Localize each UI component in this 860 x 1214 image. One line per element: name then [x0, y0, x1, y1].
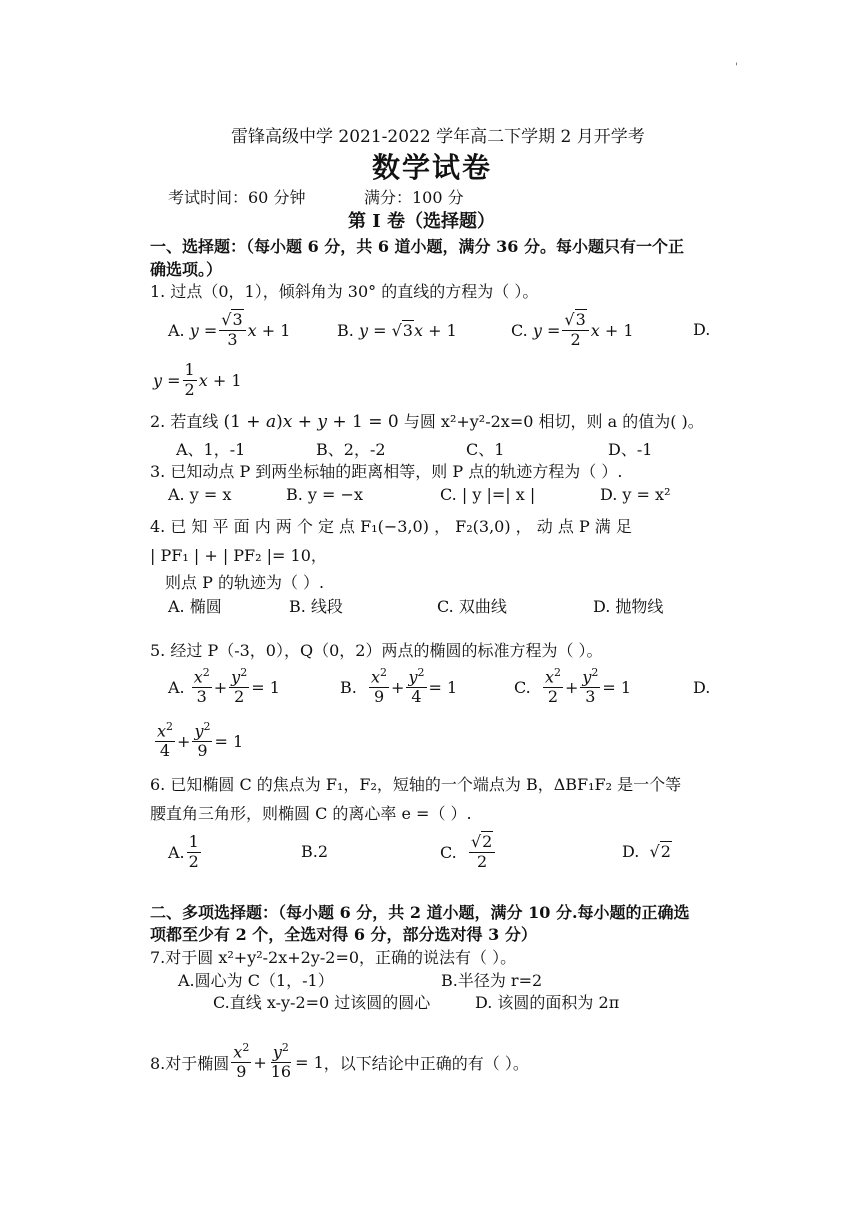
q1-option-c: C. y = $\frac{√3}{2}$ x + 1 [511, 310, 634, 349]
exam-time: 考试时间：60 分钟 [168, 188, 306, 207]
q6-stem-line1: 6. 已知椭圆 C 的焦点为 F₁，F₂，短轴的一个端点为 B，ΔBF₁F₂ 是一个等 [150, 775, 682, 794]
q3-option-b: B. y = −x [286, 485, 363, 504]
q6-option-b: B.2 [301, 842, 329, 861]
section1-heading-line2: 确选项。） [150, 260, 223, 279]
section2-heading-line2: 项都至少有 2 个，全选对得 6 分，部分选对得 3 分） [150, 925, 537, 944]
q6-stem-line2: 腰直角三角形，则椭圆 C 的离心率 e =（ ）. [150, 804, 472, 823]
q5-option-d-formula: $\frac{x^2}{4}$ + $\frac{y^2}{9}$ = 1 [157, 720, 244, 761]
q1-option-b: B. y = √3 x + 1 [337, 320, 457, 340]
q1-option-a: A. y = $\frac{√3}{3}$ x + 1 [168, 310, 291, 349]
q4-ask: 则点 P 的轨迹为（ ）. [165, 573, 325, 592]
q7-option-a: A.圆心为 C（1，-1） [178, 971, 334, 990]
corner-mark: ' [735, 62, 738, 73]
q5-stem: 5. 经过 P（-3，0），Q（0，2）两点的椭圆的标准方程为（ ）。 [150, 641, 603, 660]
q7-option-c: C.直线 x-y-2=0 过该圆的圆心 [213, 993, 431, 1012]
q5-option-a: A. $\frac{x^2}{3}$ + $\frac{y^2}{2}$ = 1 [168, 666, 280, 707]
q2-stem: 2. 若直线 (1 + a)x + y + 1 = 0 与圆 x²+y²-2x=0 相切，则 a 的值为( )。 [150, 412, 704, 432]
q7-option-b: B.半径为 r=2 [441, 971, 543, 990]
q5-option-d-label: D. [693, 678, 711, 697]
q4-stem: 4. 已 知 平 面 内 两 个 定 点 F₁(−3,0) ， F₂(3,0) ， 动 点 P 满 足 [150, 517, 632, 536]
q3-option-a: A. y = x [168, 485, 232, 504]
q2-option-c: C、1 [466, 440, 505, 459]
q4-condition: | PF₁ | + | PF₂ |= 10， [150, 546, 327, 565]
q5-option-c: C. $\frac{x^2}{2}$ + $\frac{y^2}{3}$ = 1 [514, 666, 632, 707]
q4-option-a: A. 椭圆 [168, 597, 222, 616]
q2-option-b: B、2，-2 [316, 440, 386, 459]
q1-option-d-label: D. [693, 320, 711, 339]
q3-option-c: C. | y |=| x | [440, 485, 536, 504]
q7-option-d: D. 该圆的面积为 2π [475, 993, 620, 1012]
q4-option-b: B. 线段 [289, 597, 343, 616]
q1-stem: 1. 过点（0，1），倾斜角为 30° 的直线的方程为（ ）。 [150, 282, 539, 301]
full-score: 满分：100 分 [364, 188, 464, 207]
q8-stem: 8.对于椭圆 $\frac{x^2}{9}$ + $\frac{y^2}{16}$ = 1 ，以下结论中正确的有（ ）。 [150, 1041, 529, 1082]
q5-option-b: B. $\frac{x^2}{9}$ + $\frac{y^2}{4}$ = 1 [340, 666, 458, 707]
exam-title: 数学试卷 [372, 151, 493, 184]
q3-stem: 3. 已知动点 P 到两坐标轴的距离相等，则 P 点的轨迹方程为（ ）. [150, 462, 623, 481]
q6-option-d: D. √2 [622, 842, 671, 861]
q4-option-c: C. 双曲线 [437, 597, 507, 616]
volume-heading: 第 I 卷（选择题） [348, 211, 495, 232]
q6-option-a: A. $\frac{1}{2}$ [168, 832, 199, 871]
q3-option-d: D. y = x² [600, 485, 671, 504]
section1-heading-line1: 一、选择题：（每小题 6 分，共 6 道小题，满分 36 分。每小题只有一个正 [150, 237, 684, 256]
section2-heading-line1: 二、多项选择题：（每小题 6 分，共 2 道小题，满分 10 分.每小题的正确选 [150, 903, 690, 922]
q2-option-d: D、-1 [608, 440, 653, 459]
exam-subtitle: 雷锋高级中学 2021-2022 学年高二下学期 2 月开学考 [231, 127, 645, 147]
q6-option-c: C. $\frac{√2}{2}$ [440, 827, 497, 877]
q4-option-d: D. 抛物线 [593, 597, 664, 616]
q2-option-a: A、1，-1 [176, 440, 246, 459]
q1-option-d-formula: y = $\frac{1}{2}$ x + 1 [153, 360, 242, 399]
q7-stem: 7.对于圆 x²+y²-2x+2y-2=0，正确的说法有（ ）。 [150, 948, 517, 967]
